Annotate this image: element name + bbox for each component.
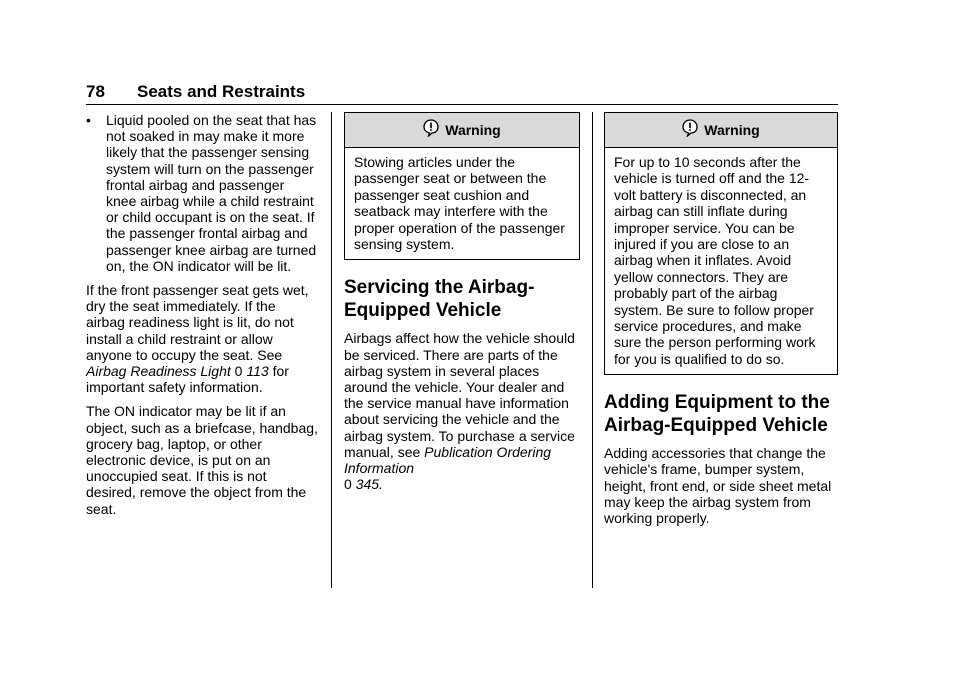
page-reference-icon: 0 <box>344 476 352 493</box>
page-reference-icon: 0 <box>234 363 243 380</box>
warning-title: Warning <box>445 121 501 138</box>
column-divider <box>592 112 593 588</box>
column-left <box>86 112 318 525</box>
cross-reference-title: Airbag Readiness Light <box>86 363 231 380</box>
warning-icon <box>423 119 439 140</box>
warning-icon <box>682 119 698 140</box>
list-item-text: Liquid pooled on the seat that has not soaked in may make it more likely that the passenger sensing system will turn on the passenger frontal airbag and passenger knee airbag while a child restraint or child occupant is on the seat. If the passenger frontal airbag and passenger knee airbag are turned on, the ON indicator will be lit. <box>106 112 317 274</box>
list-item <box>86 112 318 274</box>
cross-reference-page: 345. <box>355 476 383 493</box>
paragraph: The ON indicator may be lit if an object, such as a briefcase, handbag, grocery bag, laptop, or other electronic device, is put on an unoccupied seat. If this is not desired, remove the object from the seat. <box>86 403 318 517</box>
warning-header <box>605 113 837 148</box>
page-number: 78 <box>86 82 105 101</box>
bullet-icon: • <box>86 112 91 128</box>
warning-box <box>604 112 838 375</box>
paragraph: Adding accessories that change the vehicle's frame, bumper system, height, front end, or side sheet metal may keep the airbag system from working properly. <box>604 445 832 527</box>
paragraph-text: If the front passenger seat gets wet, dry the seat immediately. If the airbag readiness light is lit, do not install a child restraint or allow anyone to occupy the seat. See <box>86 282 309 363</box>
paragraph <box>344 330 580 492</box>
paragraph-text: Airbags affect how the vehicle should be serviced. There are parts of the airbag system in several places around the vehicle. Your dealer and the service manual have information about servicing the vehicle and the airbag system. To purchase a service manual, see <box>344 330 575 460</box>
warning-box <box>344 112 580 260</box>
cross-reference-page: 113 <box>246 363 269 380</box>
warning-title: Warning <box>704 121 760 138</box>
section-heading: Servicing the Airbag-Equipped Vehicle <box>344 277 535 322</box>
section-title: Seats and Restraints <box>137 82 306 101</box>
column-right <box>604 112 838 534</box>
cross-reference-title: Publication Ordering Information <box>344 443 552 477</box>
page-header <box>86 82 838 105</box>
warning-header <box>345 113 579 148</box>
warning-text: Stowing articles under the passenger seat or between the passenger seat cushion and seatback may interfere with the proper operation of the passenger sensing system. <box>354 154 565 253</box>
column-divider <box>331 112 332 588</box>
paragraph <box>86 282 318 395</box>
paragraph-text: for important safety information. <box>86 363 289 396</box>
warning-text: For up to 10 seconds after the vehicle is turned off and the 12-volt battery is disconnected, an airbag can still inflate during improper service. You can be injured if you are close to an airbag when it inflates. Avoid yellow connectors. They are probably part of the airbag system. Be sure to follow proper service procedures, and make sure the person performing work for you is qualified to do so. <box>614 154 816 367</box>
column-middle <box>344 112 580 500</box>
cross-reference-link[interactable] <box>86 363 269 379</box>
section-heading: Adding Equipment to the Airbag-Equipped Vehicle <box>604 392 830 437</box>
